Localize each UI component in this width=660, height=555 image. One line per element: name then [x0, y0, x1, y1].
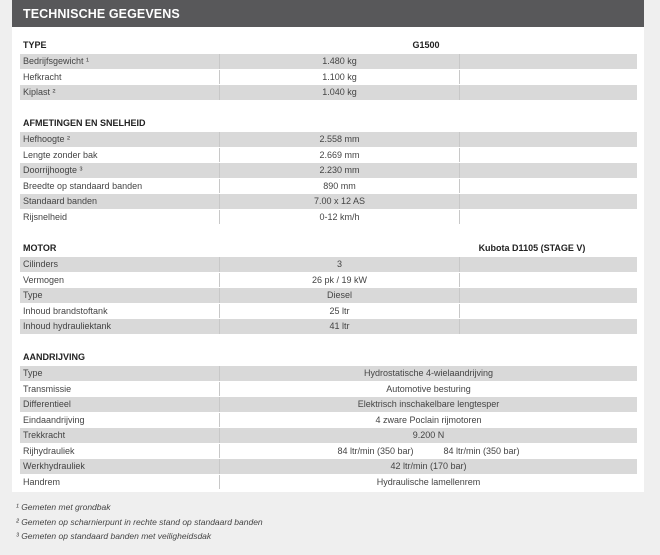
spec-label: Trekkracht — [20, 428, 220, 443]
spec-label: Doorrijhoogte ³ — [20, 163, 220, 178]
spec-label: Type — [20, 288, 220, 303]
dimensions-section — [20, 115, 637, 224]
spec-row — [20, 365, 637, 381]
spec-value: Elektrisch inschakelbare lengtesper — [220, 397, 637, 412]
spec-value: 2.558 mm — [220, 132, 459, 147]
spec-row — [20, 256, 637, 272]
spec-label: Cilinders — [20, 257, 220, 272]
spec-value-pair — [220, 444, 637, 459]
spec-label: Handrem — [20, 475, 220, 490]
spec-label: Vermogen — [20, 273, 220, 288]
spec-empty — [459, 85, 637, 100]
spec-row — [20, 412, 637, 428]
spec-value: 2.230 mm — [220, 163, 459, 178]
spec-empty — [459, 210, 637, 225]
spec-value: 1.100 kg — [220, 70, 459, 85]
spec-value: 7.00 x 12 AS — [220, 194, 459, 209]
spec-empty — [459, 148, 637, 163]
spec-empty — [459, 132, 637, 147]
spec-row — [20, 427, 637, 443]
spec-label: Bedrijfsgewicht ¹ — [20, 54, 220, 69]
type-section — [20, 37, 637, 100]
spec-row — [20, 162, 637, 178]
spec-value: Hydrostatische 4-wielaandrijving — [220, 366, 637, 381]
spec-row — [20, 443, 637, 459]
spec-value: 4 zware Poclain rijmotoren — [220, 413, 637, 428]
spec-label: Differentieel — [20, 397, 220, 412]
spec-value: 42 ltr/min (170 bar) — [220, 459, 637, 474]
spec-empty — [459, 179, 637, 194]
footnotes — [16, 502, 263, 546]
spec-label: Hefhoogte ² — [20, 132, 220, 147]
section-title: AANDRIJVING — [23, 352, 86, 362]
spec-value: 41 ltr — [220, 319, 459, 334]
spec-row — [20, 458, 637, 474]
spec-value: 1.480 kg — [220, 54, 459, 69]
section-header — [20, 240, 637, 256]
spec-value: Diesel — [220, 288, 459, 303]
spec-empty — [459, 288, 637, 303]
spec-row — [20, 53, 637, 69]
section-header — [20, 115, 637, 131]
spec-row — [20, 287, 637, 303]
spec-row — [20, 303, 637, 319]
spec-empty — [459, 70, 637, 85]
spec-empty — [459, 194, 637, 209]
spec-value: 2.669 mm — [220, 148, 459, 163]
specs-panel — [12, 27, 644, 492]
spec-value: 84 ltr/min (350 bar) — [443, 445, 520, 456]
spec-label: Breedte op standaard banden — [20, 179, 220, 194]
spec-value: 26 pk / 19 kW — [220, 273, 459, 288]
section-title: MOTOR — [23, 243, 57, 253]
spec-empty — [459, 257, 637, 272]
spec-value: 84 ltr/min (350 bar) — [337, 445, 414, 456]
spec-value: 9.200 N — [220, 428, 637, 443]
footnote: ¹ Gemeten met grondbak — [16, 502, 111, 512]
spec-value: 1.040 kg — [220, 85, 459, 100]
spec-label: Kiplast ² — [20, 85, 220, 100]
spec-row — [20, 147, 637, 163]
spec-row — [20, 193, 637, 209]
spec-value: 890 mm — [220, 179, 459, 194]
spec-label: Hefkracht — [20, 70, 220, 85]
spec-row — [20, 474, 637, 490]
spec-label: Eindaandrijving — [20, 413, 220, 428]
spec-label: Rijsnelheid — [20, 210, 220, 225]
spec-label: Rijhydrauliek — [20, 444, 220, 459]
spec-label: Transmissie — [20, 382, 220, 397]
spec-empty — [459, 273, 637, 288]
spec-row — [20, 396, 637, 412]
spec-row — [20, 178, 637, 194]
spec-row — [20, 209, 637, 225]
spec-empty — [459, 304, 637, 319]
section-header — [20, 37, 637, 53]
spec-value: 25 ltr — [220, 304, 459, 319]
spec-row — [20, 381, 637, 397]
section-title: TYPE — [23, 40, 47, 50]
spec-label: Inhoud brandstoftank — [20, 304, 220, 319]
spec-empty — [459, 163, 637, 178]
footnote: ³ Gemeten op standaard banden met veiligheidsdak — [16, 531, 212, 541]
spec-label: Type — [20, 366, 220, 381]
spec-value: Automotive besturing — [220, 382, 637, 397]
page-header — [12, 0, 644, 27]
drive-section — [20, 349, 637, 489]
footnote: ² Gemeten op scharnierpunt in rechte stand op standaard banden — [16, 516, 263, 527]
motor-section — [20, 240, 637, 334]
spec-row — [20, 318, 637, 334]
spec-empty — [459, 54, 637, 69]
section-title: AFMETINGEN EN SNELHEID — [23, 118, 146, 128]
spec-label: Lengte zonder bak — [20, 148, 220, 163]
engine-name: Kubota D1105 (STAGE V) — [478, 243, 586, 253]
section-header — [20, 349, 637, 365]
spec-row — [20, 69, 637, 85]
page-title: TECHNISCHE GEGEVENS — [23, 7, 180, 21]
spec-value: Hydraulische lamellenrem — [220, 475, 637, 490]
spec-row — [20, 84, 637, 100]
spec-label: Standaard banden — [20, 194, 220, 209]
spec-row — [20, 272, 637, 288]
spec-value: 0-12 km/h — [220, 210, 459, 225]
spec-value: 3 — [220, 257, 459, 272]
spec-empty — [459, 319, 637, 334]
spec-row — [20, 131, 637, 147]
spec-label: Werkhydrauliek — [20, 459, 220, 474]
spec-label: Inhoud hydrauliektank — [20, 319, 220, 334]
model-name: G1500 — [412, 40, 440, 50]
